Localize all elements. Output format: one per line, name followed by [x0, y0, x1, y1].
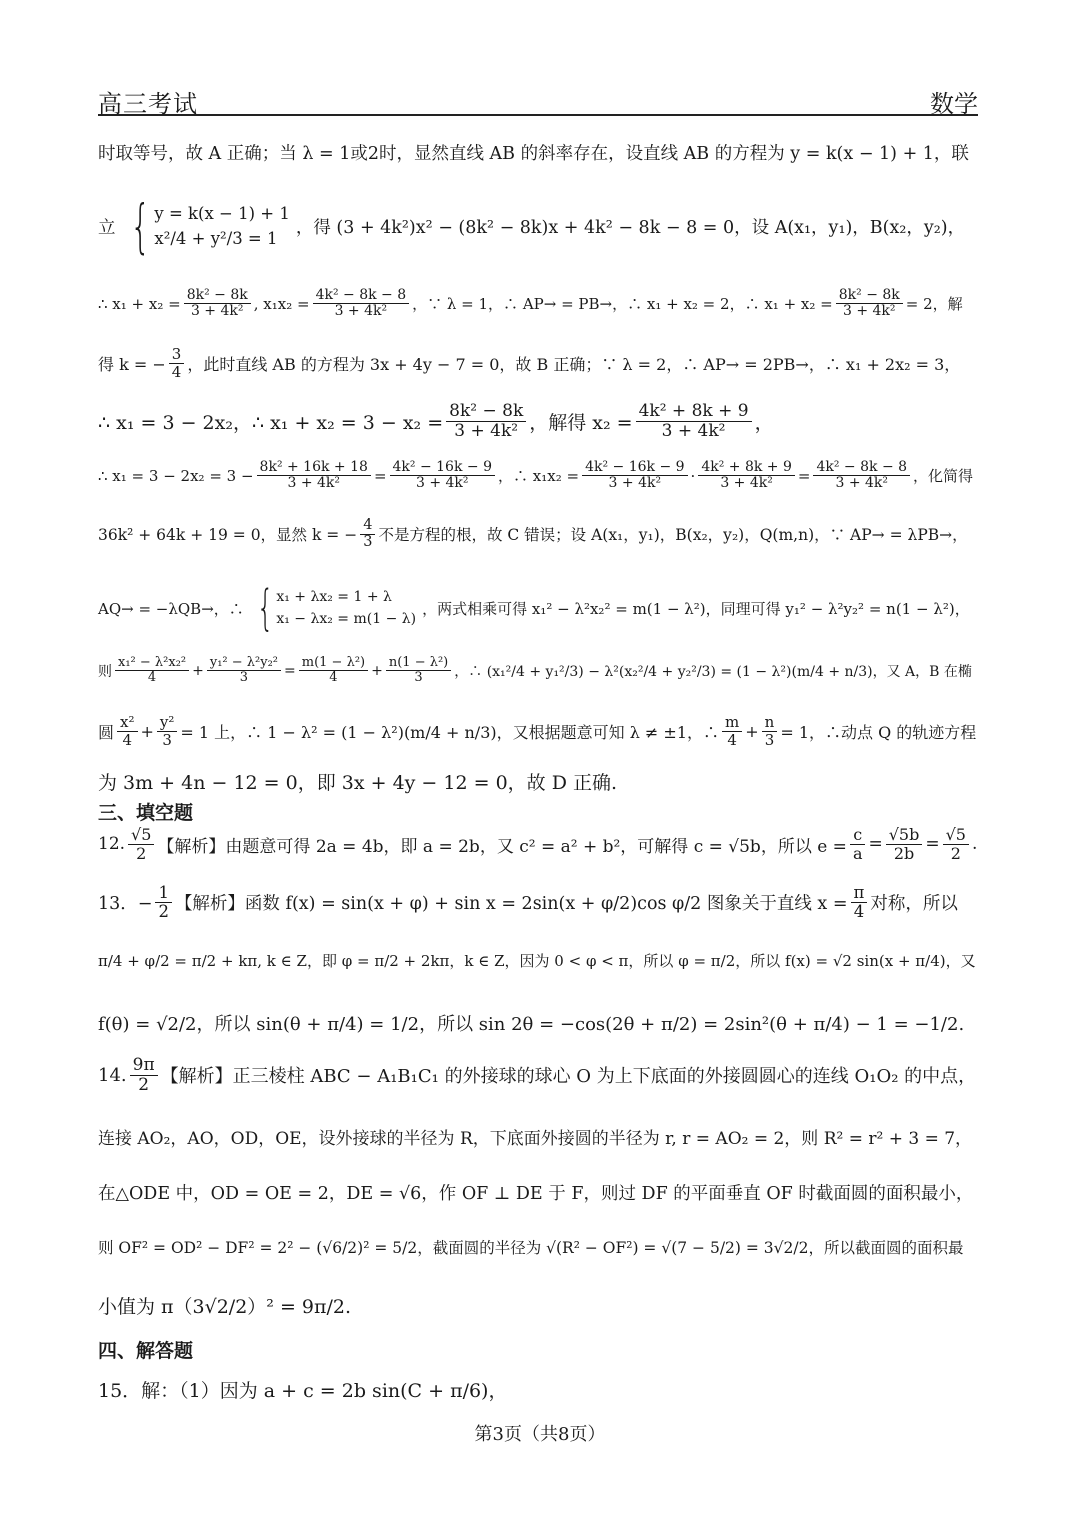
fraction: [386, 656, 451, 686]
text-line: [98, 346, 978, 380]
question-number: 14.: [98, 1064, 127, 1086]
text: ，: [754, 411, 774, 434]
numerator: 4k² − 8k − 8: [313, 288, 410, 304]
denominator: 2: [138, 1074, 150, 1095]
text: 15．解：（1）因为 a + c = 2b sin(C + π/6)，: [98, 1380, 508, 1402]
numerator: n: [762, 714, 778, 732]
text-line: [98, 288, 978, 320]
text: +: [140, 721, 154, 741]
fraction: [851, 884, 868, 921]
equation-system: [250, 580, 417, 636]
text: 立: [98, 217, 116, 238]
text: 小值为 π（3√2/2）² = 9π/2.: [98, 1296, 352, 1318]
fraction: [886, 826, 923, 862]
question-14: [98, 1056, 978, 1094]
fraction: [299, 656, 368, 686]
text: f(θ) = √2/2，所以 sin(θ + π/4) = 1/2，所以 sin 2θ = −cos(2θ + π/2) = 2sin²(θ + π/4) − 1 = −1/2.: [98, 1014, 965, 1035]
fraction: [184, 288, 251, 320]
text-line: [98, 656, 978, 686]
text-line: [98, 1010, 978, 1036]
denominator: 2b: [893, 843, 915, 863]
denominator: 4: [727, 730, 737, 749]
numerator: y₁² − λ²y₂²: [207, 656, 281, 671]
text: ，此时直线 AB 的方程为 3x + 4y − 7 = 0，故 B 正确；∵ λ = 2，∴ AP→ = 2PB→，∴ x₁ + 2x₂ = 3，: [187, 354, 961, 374]
numerator: 4k² − 16k − 9: [582, 460, 687, 476]
text: ，两式相乘可得 x₁² − λ²x₂² = m(1 − λ²)，同理可得 y₁² − λ²y₂² = n(1 − λ²)，: [422, 599, 970, 618]
brace-icon: {: [129, 192, 151, 260]
numerator: 4k² + 8k + 9: [698, 460, 795, 476]
fraction: [115, 656, 189, 686]
denominator: 3 + 4k²: [720, 475, 773, 492]
text: 在△ODE 中，OD = OE = 2，DE = √6，作 OF ⊥ DE 于 F，则过 DF 的平面垂直 OF 时截面圆的面积最小，: [98, 1184, 974, 1204]
numerator: π: [851, 884, 868, 903]
numerator: √5: [128, 826, 154, 845]
fraction: [117, 714, 137, 748]
text-line: [98, 460, 978, 492]
text-line: [98, 1292, 978, 1319]
numerator: 4k² + 8k + 9: [636, 402, 752, 422]
denominator: 3 + 4k²: [842, 303, 896, 320]
text: =: [373, 466, 387, 485]
fraction: [157, 714, 178, 748]
text-line: [98, 186, 978, 266]
text: ∴ x₁ = 3 − 2x₂，∴ x₁ + x₂ = 3 − x₂ =: [98, 411, 444, 434]
numerator: x²: [117, 714, 137, 732]
text: .: [971, 834, 978, 855]
text-line: [98, 402, 978, 440]
text-line: [98, 714, 978, 748]
denominator: 3: [162, 730, 172, 749]
denominator: 4: [329, 670, 338, 686]
text-line: [98, 768, 978, 795]
text: = 1，∴动点 Q 的轨迹方程: [780, 722, 977, 742]
equation-system: [122, 192, 290, 260]
text: =: [284, 662, 296, 679]
text: ·: [690, 466, 696, 485]
denominator: 3: [239, 670, 249, 686]
text: ，∴ x₁x₂ =: [498, 467, 580, 486]
text-line: [98, 1180, 978, 1205]
numerator: x₁² − λ²x₂²: [115, 656, 189, 671]
section-heading: 三、填空题: [98, 802, 194, 824]
numerator: √5b: [886, 826, 923, 845]
fraction: [446, 402, 526, 440]
denominator: 3 + 4k²: [287, 475, 341, 492]
numerator: 4k² − 8k − 8: [813, 460, 910, 476]
denominator: 3 + 4k²: [190, 303, 244, 320]
fraction: [722, 714, 742, 748]
text: 不是方程的根，故 C 错误；设 A(x₁，y₁)，B(x₂，y₂)，Q(m,n)，∵ AP→ = λPB→，: [378, 526, 968, 545]
text: =: [797, 466, 811, 485]
fraction: [813, 460, 910, 492]
denominator: 2: [158, 902, 169, 922]
fraction: [850, 826, 866, 862]
text: 【解析】由题意可得 2a = 4b，即 a = 2b，又 c² = a² + b²，可解得 c = √5b，所以 e =: [157, 836, 847, 857]
text-line: [98, 578, 978, 638]
fraction: [169, 346, 185, 380]
text-line: [98, 1124, 978, 1149]
numerator: 4: [360, 518, 375, 535]
text: +: [745, 721, 759, 741]
question-number: 13．−: [98, 894, 153, 915]
text: , x₁x₂ =: [253, 294, 310, 313]
fraction: [207, 656, 281, 686]
text-line: [98, 1236, 978, 1258]
question-12: [98, 826, 978, 862]
text: 36k² + 64k + 19 = 0，显然 k = −: [98, 526, 358, 545]
question-number: 12.: [98, 834, 126, 855]
fraction: [390, 460, 495, 492]
denominator: 4: [171, 362, 182, 381]
fraction: [698, 460, 795, 492]
fraction: [257, 460, 371, 492]
equation: x²/4 + y²/3 = 1: [154, 229, 278, 248]
fraction: [636, 402, 752, 440]
numerator: 1: [155, 884, 172, 903]
text: 圆: [98, 722, 115, 742]
fraction: [762, 714, 778, 748]
text-line: [98, 518, 978, 551]
text: π/4 + φ/2 = π/2 + kπ, k ∈ Z，即 φ = π/2 + 2kπ，k ∈ Z，因为 0 < φ < π，所以 φ = π/2，所以 f(x) = √2 sin(x + π/4)，又: [98, 952, 976, 970]
answer-fraction: [155, 884, 172, 921]
numerator: c: [850, 826, 865, 845]
numerator: n(1 − λ²): [386, 656, 451, 671]
text: ，得 (3 + 4k²)x² − (8k² − 8k)x + 4k² − 8k − 8 = 0，设 A(x₁，y₁)，B(x₂，y₂)，: [295, 217, 966, 238]
equation: x₁ + λx₂ = 1 + λ: [276, 589, 392, 605]
denominator: 3 + 4k²: [835, 475, 889, 492]
page-number: 第3页（共8页）: [474, 1424, 606, 1445]
denominator: 3 + 4k²: [608, 475, 662, 492]
text: ，∵ λ = 1，∴ AP→ = PB→，∴ x₁ + x₂ = 2，∴ x₁ + x₂ =: [412, 295, 833, 314]
text: 【解析】函数 f(x) = sin(x + φ) + sin x = 2sin(x + φ/2)cos φ/2 图象关于直线 x =: [174, 894, 848, 915]
question-15: [98, 1376, 978, 1403]
text: +: [192, 662, 204, 679]
denominator: 3 + 4k²: [454, 420, 519, 441]
text: 对称，所以: [870, 894, 958, 915]
numerator: 8k² − 8k: [184, 288, 251, 304]
numerator: m(1 − λ²): [299, 656, 368, 671]
numerator: m: [722, 714, 742, 732]
numerator: 3: [169, 346, 185, 364]
denominator: 3: [764, 730, 775, 749]
denominator: 2: [136, 843, 147, 863]
denominator: 3: [414, 670, 423, 686]
text: 则: [98, 663, 112, 680]
denominator: 3 + 4k²: [334, 303, 388, 320]
denominator: 3 + 4k²: [661, 420, 726, 441]
denominator: 4: [147, 670, 157, 686]
denominator: 4: [122, 730, 133, 749]
exam-title: 高三考试: [98, 90, 198, 118]
text: = 1 上，∴ 1 − λ² = (1 − λ²)(m/4 + n/3)，又根据题意可知 λ ≠ ±1，∴: [180, 722, 720, 742]
text: = 2，解: [905, 295, 963, 314]
numerator: √5: [943, 826, 969, 845]
text-line: [98, 950, 978, 971]
numerator: 4k² − 16k − 9: [390, 460, 495, 476]
subject-label: 数学: [930, 90, 978, 118]
denominator: 3: [363, 533, 373, 550]
answer-fraction: [128, 826, 154, 862]
text: ∴ x₁ = 3 − 2x₂ = 3 −: [98, 466, 254, 485]
text: 时取等号，故 A 正确；当 λ = 1或2时，显然直线 AB 的斜率存在，设直线 AB 的方程为 y = k(x − 1) + 1，联: [98, 144, 969, 164]
equation: x₁ − λx₂ = m(1 − λ): [276, 611, 417, 627]
text: =: [925, 834, 940, 855]
text: ，∴ (x₁²/4 + y₁²/3) − λ²(x₂²/4 + y₂²/3) = (1 − λ²)(m/4 + n/3)，又 A，B 在椭: [454, 663, 972, 680]
fraction: [836, 288, 903, 320]
numerator: 8k² − 8k: [446, 402, 526, 422]
fraction: [313, 288, 410, 320]
text-line: [98, 140, 978, 165]
fraction: [360, 518, 375, 551]
denominator: 4: [853, 902, 865, 922]
section-heading: 四、解答题: [98, 1340, 194, 1362]
equation: y = k(x − 1) + 1: [154, 204, 290, 223]
text: 连接 AO₂，AO，OD，OE，设外接球的半径为 R，下底面外接圆的半径为 r, r = AO₂ = 2，则 R² = r² + 3 = 7，: [98, 1129, 973, 1149]
answer-fraction: [130, 1056, 158, 1094]
numerator: 8k² − 8k: [836, 288, 903, 304]
fraction: [943, 826, 969, 862]
denominator: a: [852, 843, 863, 863]
numerator: 8k² + 16k + 18: [257, 460, 371, 476]
text: ，化简得: [913, 467, 974, 486]
text: 为 3m + 4n − 12 = 0，即 3x + 4y − 12 = 0，故 D 正确.: [98, 772, 618, 794]
fraction: [582, 460, 687, 492]
question-13: [98, 884, 978, 921]
numerator: 9π: [130, 1056, 158, 1076]
denominator: 2: [950, 843, 961, 863]
brace-icon: {: [256, 580, 274, 636]
denominator: 3 + 4k²: [415, 475, 469, 492]
text: +: [371, 662, 383, 679]
text: ∴ x₁ + x₂ =: [98, 294, 181, 313]
text: ，解得 x₂ =: [529, 411, 633, 434]
numerator: y²: [157, 714, 178, 732]
text: 得 k = −: [98, 354, 166, 374]
text: AQ→ = −λQB→，∴: [98, 599, 244, 618]
text: 则 OF² = OD² − DF² = 2² − (√6/2)² = 5/2，截面圆的半径为 √(R² − OF²) = √(7 − 5/2) = 3√2/2，所以截面圆的面积最: [98, 1239, 964, 1257]
text: =: [868, 834, 883, 855]
text: 【解析】正三棱柱 ABC − A₁B₁C₁ 的外接球的球心 O 为上下底面的外接圆圆心的连线 O₁O₂ 的中点，: [160, 1066, 977, 1088]
page-header: [98, 84, 978, 116]
